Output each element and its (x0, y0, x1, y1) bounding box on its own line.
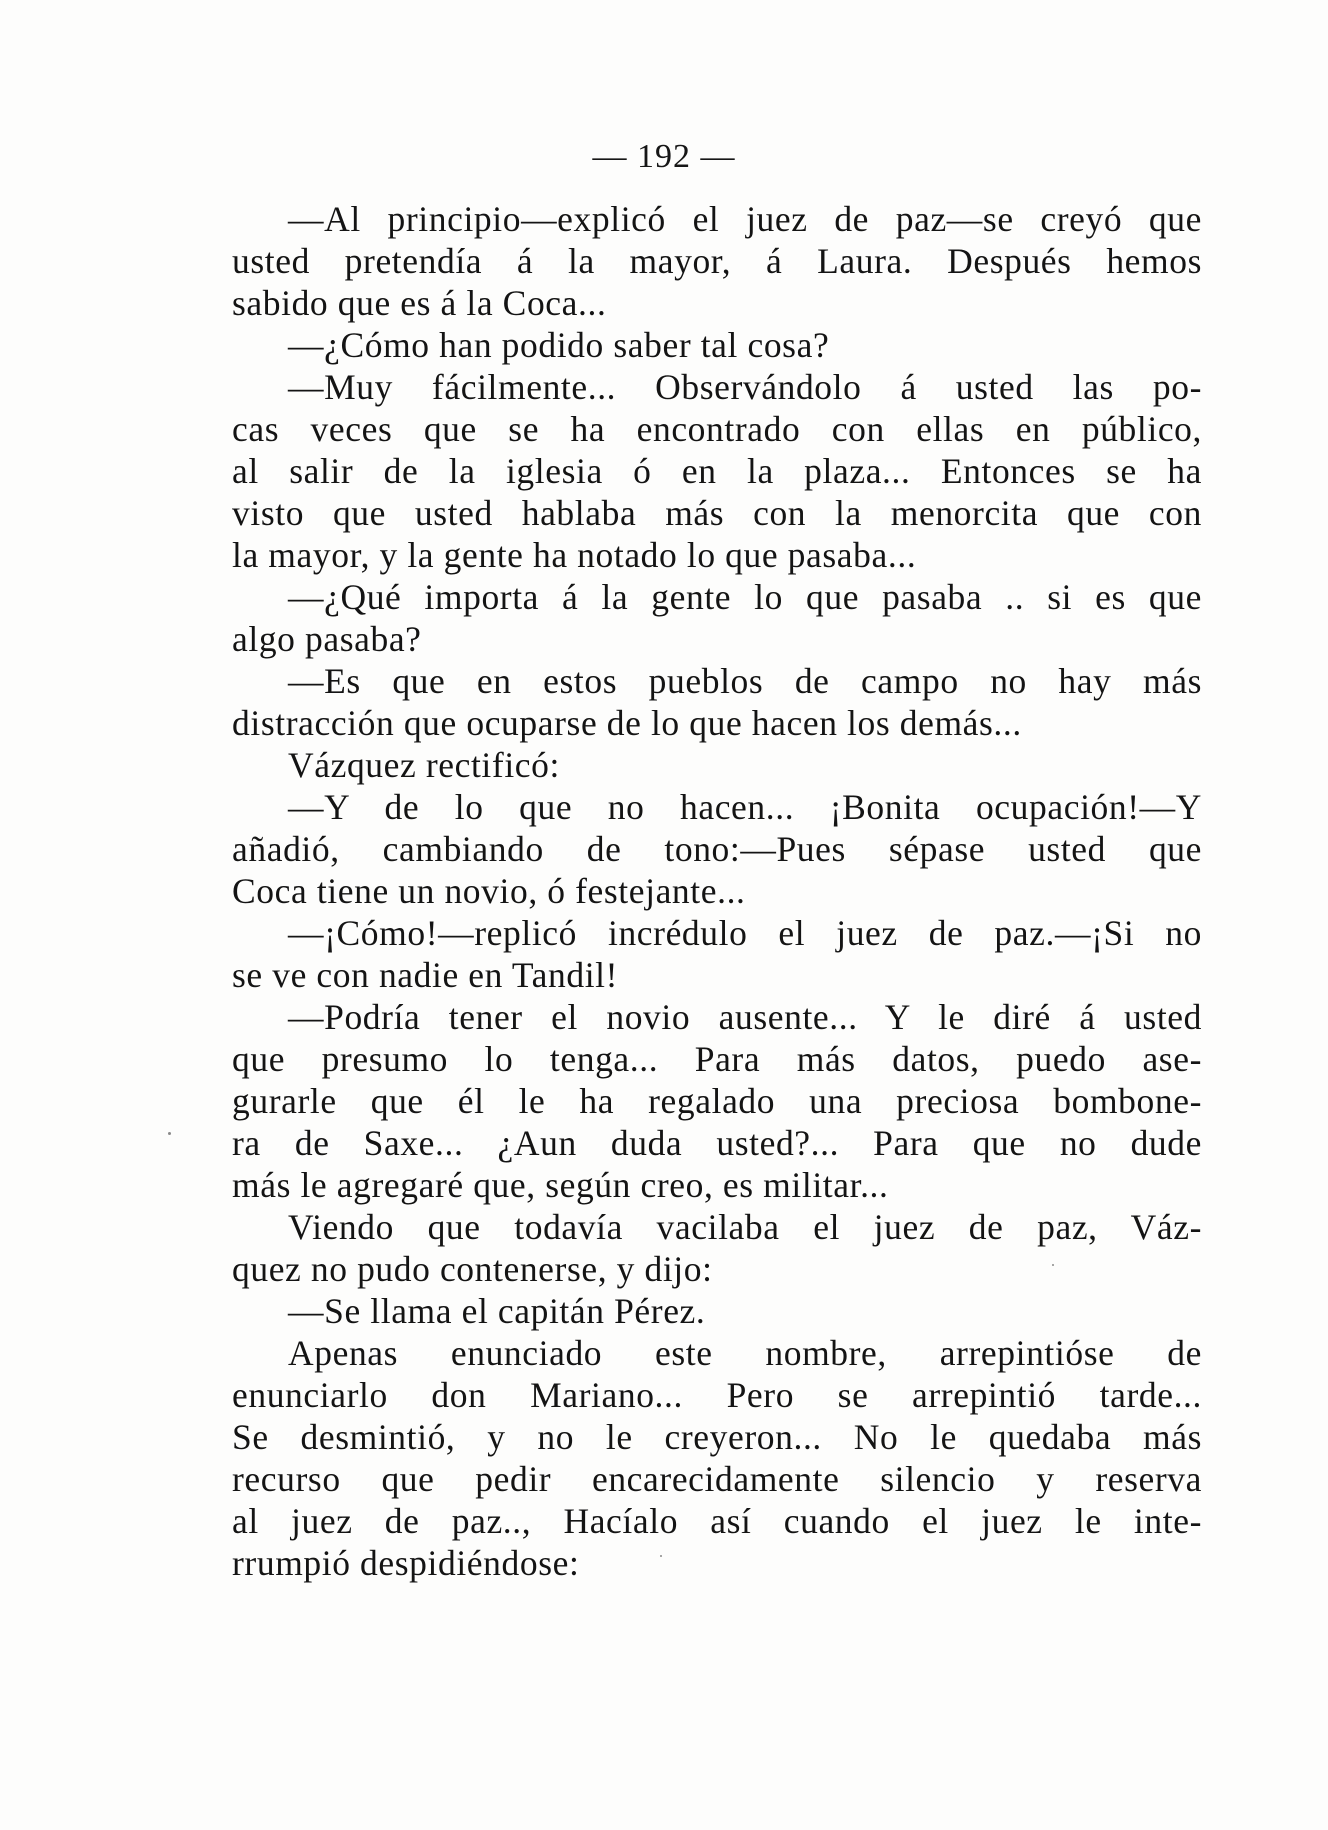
text-line: sabido que es á la Coca... (232, 283, 607, 323)
body-text (232, 198, 1202, 1584)
text-line: gurarle que él le ha regalado una preciosa bombone- (232, 1081, 1202, 1121)
text-line: rrumpió despidiéndose: (232, 1543, 580, 1583)
text-line: se ve con nadie en Tandil! (232, 955, 619, 995)
text-line: que presumo lo tenga... Para más datos, puedo ase- (232, 1039, 1202, 1079)
text-line: añadió, cambiando de tono:—Pues sépase usted que (232, 829, 1202, 869)
text-line: usted pretendía á la mayor, á Laura. Después hemos (232, 241, 1202, 281)
text-line: Vázquez rectificó: (288, 745, 560, 785)
text-line: cas veces que se ha encontrado con ellas en público, (232, 409, 1202, 449)
text-line: quez no pudo contenerse, y dijo: (232, 1249, 713, 1289)
text-line: Se desmintió, y no le creyeron... No le quedaba más (232, 1417, 1202, 1457)
text-line: Coca tiene un novio, ó festejante... (232, 871, 746, 911)
text-line: —¿Cómo han podido saber tal cosa? (288, 325, 830, 365)
page-number: — 192 — (592, 138, 736, 175)
text-line: enunciarlo don Mariano... Pero se arrepintió tarde... (232, 1375, 1202, 1415)
text-line: —Y de lo que no hacen... ¡Bonita ocupación!—Y (288, 787, 1202, 827)
text-line: —Podría tener el novio ausente... Y le diré á usted (288, 997, 1202, 1037)
text-line: Apenas enunciado este nombre, arrepintióse de (288, 1333, 1202, 1373)
text-line: ra de Saxe... ¿Aun duda usted?... Para que no dude (232, 1123, 1202, 1163)
text-line: —Se llama el capitán Pérez. (288, 1291, 706, 1331)
text-line: visto que usted hablaba más con la menorcita que con (232, 493, 1202, 533)
ink-speck (660, 1555, 662, 1557)
text-line: —Es que en estos pueblos de campo no hay más (288, 661, 1202, 701)
text-line: —Muy fácilmente... Observándolo á usted las po- (288, 367, 1202, 407)
text-line: —Al principio—explicó el juez de paz—se creyó que (288, 199, 1202, 239)
text-line: más le agregaré que, según creo, es militar... (232, 1165, 889, 1205)
text-line: recurso que pedir encarecidamente silencio y reserva (232, 1459, 1202, 1499)
text-line: al salir de la iglesia ó en la plaza... Entonces se ha (232, 451, 1202, 491)
text-line: algo pasaba? (232, 619, 422, 659)
text-line: al juez de paz.., Hacíalo así cuando el juez le inte- (232, 1501, 1202, 1541)
text-line: distracción que ocuparse de lo que hacen los demás... (232, 703, 1022, 743)
ink-speck (168, 1132, 171, 1135)
ink-speck (1052, 1264, 1054, 1266)
text-line: la mayor, y la gente ha notado lo que pasaba... (232, 535, 917, 575)
text-line: Viendo que todavía vacilaba el juez de paz, Váz- (288, 1207, 1202, 1247)
text-line: —¿Qué importa á la gente lo que pasaba .. si es que (288, 577, 1202, 617)
text-line: —¡Cómo!—replicó incrédulo el juez de paz.—¡Si no (288, 913, 1202, 953)
